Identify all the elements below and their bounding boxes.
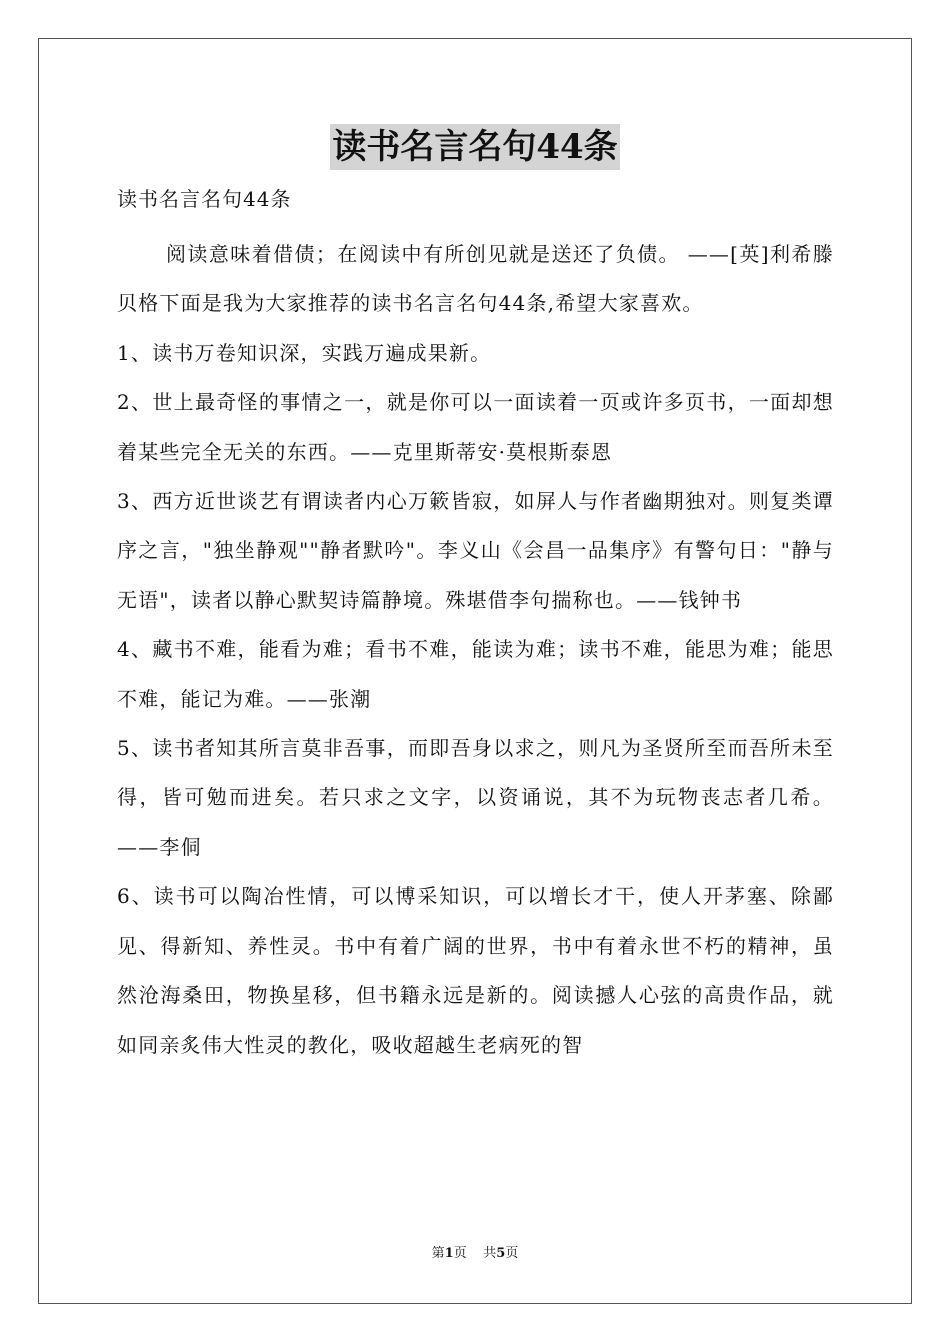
page-number-prefix: 第 bbox=[431, 1246, 445, 1261]
quote-paragraph-3: 3、西方近世谈艺有谓读者内心万簌皆寂，如屏人与作者幽期独对。则复类谭序之言，"独坐静观""静者默吟"。李义山《会昌一品集序》有警句日："静与无语"，读者以静心默契诗篇静境。殊堪借李句揣称也。——钱钟书 bbox=[117, 489, 834, 612]
quote-paragraph-2: 2、世上最奇怪的事情之一，就是你可以一面读着一页或许多页书，一面却想着某些完全无关的东西。——克里斯蒂安·莫根斯泰恩 bbox=[117, 390, 834, 464]
total-pages-suffix: 页 bbox=[505, 1246, 519, 1261]
quote-paragraph-4: 4、藏书不难，能看为难；看书不难，能读为难；读书不难，能思为难；能思不难，能记为难。——张潮 bbox=[117, 637, 834, 711]
page-footer bbox=[0, 1244, 950, 1264]
total-pages-prefix: 共 bbox=[483, 1246, 497, 1261]
document-title-text: 读书名言名句44条 bbox=[330, 124, 619, 170]
page-number: 1 bbox=[444, 1246, 454, 1261]
document-subtitle: 读书名言名句44条 bbox=[117, 187, 292, 211]
total-pages: 5 bbox=[496, 1246, 506, 1261]
document-title bbox=[0, 124, 950, 170]
quote-paragraph-1: 1、读书万卷知识深，实践万遍成果新。 bbox=[117, 340, 492, 365]
quote-paragraph-6: 6、读书可以陶冶性情，可以博采知识，可以增长才干，使人开茅塞、除鄙见、得新知、养性灵。书中有着广阔的世界，书中有着永世不朽的精神，虽然沧海桑田，物换星移，但书籍永远是新的。阅读撼人心弦的高贵作品，就如同亲炙伟大性灵的教化，吸收超越生老病死的智 bbox=[117, 884, 834, 1057]
page-number-suffix: 页 bbox=[453, 1246, 467, 1261]
document-body bbox=[117, 230, 834, 1070]
quote-paragraph-5: 5、读书者知其所言莫非吾事，而即吾身以求之，则凡为圣贤所至而吾所未至得，皆可勉而进矣。若只求之文字，以资诵说，其不为玩物丧志者几希。——李侗 bbox=[117, 736, 834, 859]
intro-paragraph: 阅读意味着借债；在阅读中有所创见就是送还了负债。 ——[英]利希滕贝格下面是我为大家推荐的读书名言名句44条,希望大家喜欢。 bbox=[117, 242, 834, 316]
